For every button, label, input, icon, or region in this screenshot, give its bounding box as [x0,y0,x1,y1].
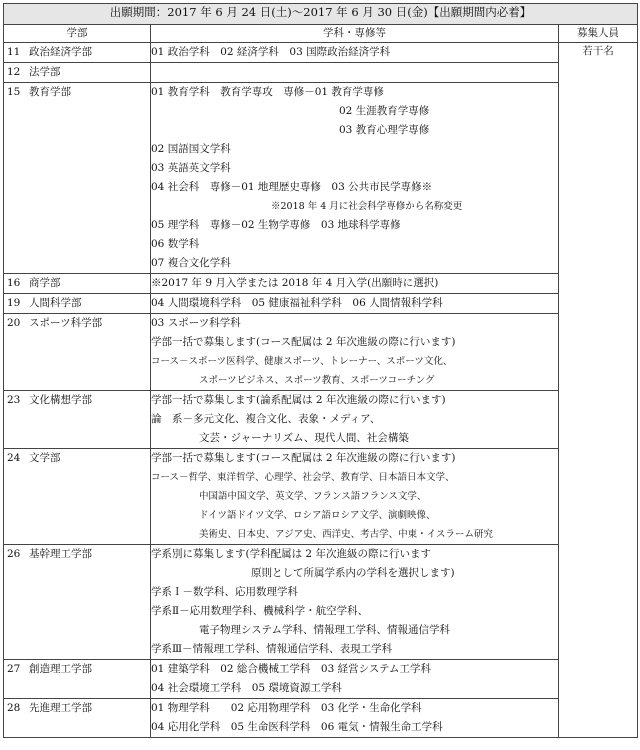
department-line: 学部一括で募集します(コース配属は 2 年次進級の際に行います) [151,336,456,348]
faculty-code: 16 [7,277,21,289]
header-row [4,25,638,43]
department-line: 原則として所属学系内の学科を選択します) [251,567,455,579]
department-line: コース－スポーツ医科学、健康スポーツ、トレーナー、スポーツ文化、 [151,356,453,367]
faculty-code: 28 [7,702,21,714]
faculty-code: 11 [7,46,21,58]
department-line: 03 英語英文学科 [151,162,231,174]
faculty-label [4,83,150,100]
department-line: 07 複合文化学科 [151,257,231,269]
application-period-banner: 出願期間：2017 年 6 月 24 日(土)～2017 年 6 月 30 日(金)【出願期間内必着】 [4,4,638,25]
department-line: 05 理学科 専修－02 生物学専修 03 地球科学専修 [151,219,401,231]
department-cell [151,294,559,314]
faculty-cell [4,43,151,63]
faculty-label [4,314,150,331]
department-line: 学系Ⅱ－応用数理学科、機械科学・航空学科、 [151,605,369,617]
department-header: 学科・専修等 [151,25,559,43]
faculty-label [4,43,150,60]
department-cell [151,660,559,699]
department-line: ※2018 年 4 月に社会科学専修から名称変更 [271,201,463,212]
table-row [4,545,638,660]
department-line: 01 教育学科 教育学専攻 専修－01 教育学専修 [151,86,384,98]
table-row [4,274,638,294]
faculty-code: 15 [7,86,21,98]
department-line: 06 数学科 [151,238,200,250]
table-row [4,294,638,314]
faculty-name: 政治経済学部 [29,46,92,58]
faculty-header: 学部 [4,25,151,43]
department-line: 04 応用化学科 05 生命医科学科 06 電気・情報生命工学科 [151,721,443,733]
department-cell [151,83,559,274]
department-cell [151,699,559,738]
faculty-name: 基幹理工学部 [29,548,92,560]
department-line: ドイツ語ドイツ文学、ロシア語ロシア文学、演劇映像、 [199,510,436,521]
faculty-label [4,660,150,677]
faculty-cell [4,274,151,294]
department-cell [151,43,559,63]
table-row [4,83,638,274]
faculty-cell [4,660,151,699]
department-cell [151,449,559,545]
table-row [4,314,638,391]
recruit-header: 募集人員 [559,25,638,43]
table-row [4,43,638,63]
department-line: 04 社会科 専修－01 地理歴史専修 03 公共市民学専修※ [151,181,433,193]
department-cell [151,314,559,391]
table-row [4,699,638,738]
department-line: 04 人間環境科学科 05 健康福祉科学科 06 人間情報科学科 [151,297,443,309]
table-row [4,391,638,449]
department-cell [151,274,559,294]
department-line: 中国語中国文学、英文学、フランス語フランス文学、 [199,491,427,502]
faculty-label [4,63,150,80]
faculty-name: 教育学部 [29,86,71,98]
department-line: 02 国語国文学科 [151,143,231,155]
table-body [4,43,638,738]
department-line: 美術史、日本史、アジア史、西洋史、考古学、中東・イスラーム研究 [199,529,494,540]
faculty-name: 創造理工学部 [29,663,92,675]
faculty-label [4,294,150,311]
department-line: 01 建築学科 02 総合機械工学科 03 経営システム工学科 [151,663,432,675]
faculty-code: 24 [7,452,21,464]
faculty-cell [4,449,151,545]
admission-table [3,3,638,738]
faculty-code: 23 [7,394,21,406]
faculty-code: 27 [7,663,21,675]
department-line: 01 政治学科 02 経済学科 03 国際政治経済学科 [151,46,391,58]
table-row [4,449,638,545]
faculty-name: 商学部 [29,277,61,289]
faculty-name: スポーツ科学部 [29,317,103,329]
faculty-label [4,545,150,562]
faculty-label [4,449,150,466]
recruit-count-cell: 若干名 [559,43,638,738]
department-line: 03 スポーツ科学科 [151,317,241,329]
faculty-code: 26 [7,548,21,560]
department-cell [151,63,559,83]
period-banner-row [4,4,638,25]
department-line: 学系Ｉ－数学科、応用数理学科 [151,586,298,598]
department-line: 文芸・ジャーナリズム、現代人間、社会構築 [199,432,409,444]
department-line: ※2017 年 9 月入学または 2018 年 4 月入学(出願時に選択) [151,277,439,289]
department-line: スポーツビジネス、スポーツ教育、スポーツコーチング [199,375,435,386]
table-row [4,63,638,83]
faculty-label [4,391,150,408]
faculty-name: 法学部 [29,66,61,78]
faculty-cell [4,545,151,660]
faculty-name: 文化構想学部 [29,394,92,406]
faculty-cell [4,314,151,391]
faculty-label [4,274,150,291]
faculty-code: 12 [7,66,21,78]
department-line: 03 教育心理学専修 [339,124,430,136]
faculty-cell [4,294,151,314]
faculty-label [4,699,150,716]
department-line: 01 物理学科 02 応用物理学科 03 化学・生命化学科 [151,702,422,714]
table-row [4,660,638,699]
faculty-code: 19 [7,297,21,309]
department-line: 学系Ⅲ－情報理工学科、情報通信学科、表現工学科 [151,643,393,655]
department-line: コース－哲学、東洋哲学、心理学、社会学、教育学、日本語日本文学、 [151,472,455,483]
department-line: 04 社会環境工学科 05 環境資源工学科 [151,682,342,694]
faculty-code: 20 [7,317,21,329]
department-line: 電子物理システム学科、情報理工学科、情報通信学科 [199,624,450,636]
faculty-cell [4,83,151,274]
department-line: 学部一括で募集します(コース配属は 2 年次進級の際に行います) [151,452,456,464]
faculty-cell [4,391,151,449]
admission-table-container [3,3,637,738]
faculty-cell [4,699,151,738]
department-line: 02 生涯教育学専修 [339,105,430,117]
faculty-cell [4,63,151,83]
department-cell [151,545,559,660]
faculty-name: 先進理工学部 [29,702,92,714]
department-line [151,63,558,82]
faculty-name: 文学部 [29,452,61,464]
department-line: 論 系－多元文化、複合文化、表象・メディア、 [151,413,381,425]
department-line: 学部一括で募集します(論系配属は 2 年次進級の際に行います) [151,394,446,406]
faculty-name: 人間科学部 [29,297,82,309]
department-line: 学系別に募集します(学科配属は 2 年次進級の際に行います [151,548,431,560]
department-cell [151,391,559,449]
